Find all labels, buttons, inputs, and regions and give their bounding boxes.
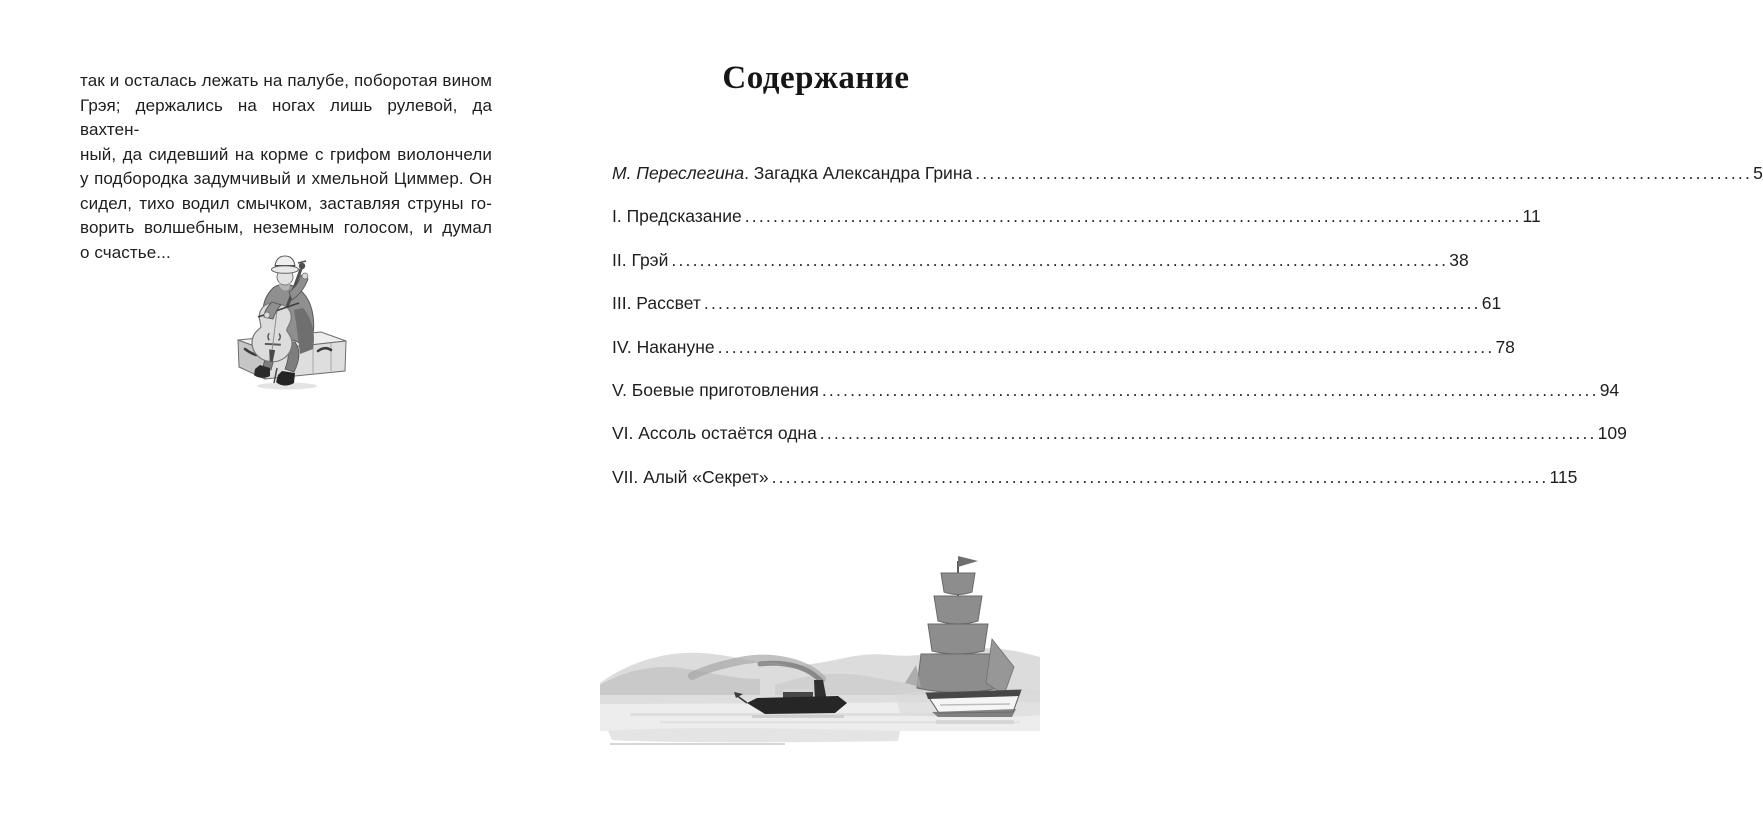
toc-entry-title: . Загадка Александра Грина	[744, 163, 973, 183]
paragraph-line: ный, да сидевший на корме с грифом виолончели	[80, 144, 492, 164]
toc-entry-label: VI. Ассоль остаётся одна	[612, 423, 817, 444]
ship-and-steamboat-illustration	[600, 545, 1040, 750]
toc-entry-label: I. Предсказание	[612, 206, 742, 227]
toc-page-number: 5	[1753, 163, 1763, 183]
paragraph-line: ворить волшебным, неземным голосом, и думал	[80, 218, 492, 237]
cellist-on-chest-illustration	[225, 250, 360, 395]
dot-leader: ..............................................................................................................	[671, 249, 1449, 270]
dot-leader: ..............................................................................................................	[717, 336, 1495, 357]
toc-entry-6	[612, 423, 1627, 466]
chapter-ending-paragraph	[80, 69, 492, 265]
toc-entry-label	[612, 163, 972, 183]
toc-entry-5	[612, 379, 1620, 423]
dot-leader: ..............................................................................................................	[819, 423, 1597, 444]
dot-leader: ..............................................................................................................	[744, 206, 1522, 227]
toc-entry-1	[612, 206, 1541, 249]
toc-entry-7	[612, 466, 1578, 510]
toc-author-italic: М. Переслегина	[612, 163, 745, 183]
toc-entry-label: VII. Алый «Секрет»	[612, 466, 769, 487]
toc-entry-label: V. Боевые приготовления	[612, 379, 819, 400]
toc-entry-foreword	[612, 163, 1763, 206]
toc-title: Содержание	[722, 60, 910, 96]
toc-page-number: 94	[1599, 379, 1620, 400]
table-of-contents	[612, 163, 1763, 510]
toc-page-number: 61	[1481, 293, 1502, 314]
toc-entry-4	[612, 336, 1515, 380]
toc-page-number: 109	[1597, 423, 1627, 444]
dot-leader: ..............................................................................................................	[703, 293, 1481, 314]
paragraph-line: сидел, тихо водил смычком, заставляя струны го-	[80, 193, 492, 213]
toc-entry-label: III. Рассвет	[612, 293, 701, 314]
toc-entry-label: IV. Накануне	[612, 336, 715, 357]
toc-entry-3	[612, 293, 1502, 336]
toc-page-number: 115	[1549, 466, 1578, 487]
toc-entry-label: II. Грэй	[612, 249, 669, 270]
dot-leader: ..............................................................................................................	[771, 466, 1549, 487]
dot-leader: ..............................................................................................................	[975, 163, 1753, 183]
dot-leader: ..............................................................................................................	[821, 379, 1599, 400]
paragraph-line: у подбородка задумчивый и хмельной Циммер. Он	[80, 169, 492, 188]
toc-entry-2	[612, 249, 1469, 293]
toc-page-number: 38	[1449, 249, 1469, 270]
paragraph-line: Грэя; держались на ногах лишь рулевой, да вахтен-	[80, 95, 492, 139]
toc-page-number: 11	[1522, 206, 1541, 227]
paragraph-line: о счастье...	[80, 242, 171, 262]
paragraph-line: так и осталась лежать на палубе, поборотая вином	[80, 71, 492, 90]
toc-page-number: 78	[1495, 336, 1515, 357]
